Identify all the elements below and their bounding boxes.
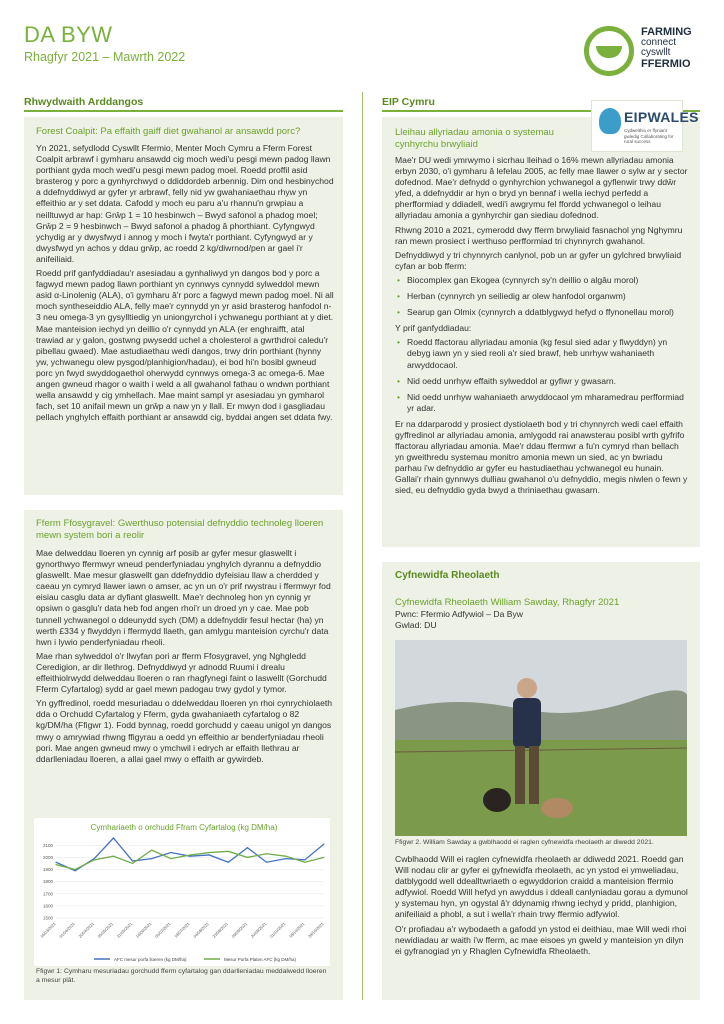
photo-farmer-leg: [529, 746, 539, 804]
forest-coalpit-box: [24, 117, 343, 495]
farming-connect-wordmark: [641, 27, 692, 69]
data-point: [228, 862, 229, 863]
chart-title: Cymhariaeth o orchudd Ffram Cyfartalog (kg DM/ha): [90, 823, 278, 832]
forest-coalpit-body: [36, 143, 334, 426]
data-point: [151, 850, 152, 851]
brand-line-4: FFERMIO: [641, 57, 691, 70]
list-item: • Searup gan Olmix (cynnyrch a ddatblygwyd hefyd o ffynonellau morol): [395, 307, 689, 318]
data-point: [323, 857, 324, 858]
data-point: [132, 863, 133, 864]
lightbulb-icon: [599, 108, 621, 134]
eip-logo-tagline: Cydweithio er ffyniant gwledig Collaborating for rural success: [624, 128, 674, 144]
paragraph: O'r profiadau a'r wybodaeth a gafodd yn ystod ei deithiau, mae Will wedi rhoi newidiadau ar waith i'w fferm, ac mae eisoes yn gweld y manteision yn dilyn ei gyfranogiad yn y Rhaglen Cyfnewidfa Rheolaeth.: [395, 923, 687, 956]
paragraph: Rhwng 2010 a 2021, cymerodd dwy fferm brwyliaid fasnachol yng Nghymru ran mewn prosiect i werthuso perfformiad tri chynnyrch gwahanol.: [395, 224, 683, 246]
data-point: [170, 858, 171, 859]
x-tick-label: 31/05/2021: [115, 921, 134, 939]
management-exchange-body: [395, 854, 689, 960]
section-title-eip-cymru: EIP Cymru: [382, 96, 435, 108]
brand-line-1: FARMING: [641, 26, 692, 38]
paragraph: Mae'r DU wedi ymrwymo i sicrhau lleihad o 16% mewn allyriadau amonia erbyn 2030, o'i gymharu â lefelau 2005, ac felly mae llawer o sylw ar y sector dofednod. Mae'r defnydd o gynhyrchion ychwanegol a gyflenwir trwy ddŵr yfed, a ddefnyddir ar hyn o bryd yn bennaf i wella iechyd perfedd a pherfformiad y ddiadell, wedi'i awgrymu fel ffordd ychwanegol o leihau allyriadau amonia a gynhyrchir gan siediau dofednod.: [395, 155, 688, 221]
paragraph: Cwblhaodd Will ei raglen cyfnewidfa rheolaeth ar ddiwedd 2021. Roedd gan Will nodau clir ar gyfer ei gyfnewidfa rheolaeth, ac yn ystod ei ymweliadau, datblygodd well ddealltwriaeth o egwyddorion craidd a manteision ffermio adfywiol. Roedd Will hefyd yn awyddus i ddeall canlyniadau gorau a dymunol y systemau hyn, yn ogystal â'r ddynamig rhwng iechyd y pridd, planhigion, anifeiliaid a phobl, a sut i wella'r rhain trwy ffermio adfywiol.: [395, 854, 688, 920]
photo-dog: [541, 798, 573, 818]
y-tick-label: 1800: [42, 879, 53, 885]
x-tick-label: 29/10/2021: [307, 921, 325, 939]
x-tick-label: 04/08/2021: [192, 921, 210, 939]
management-exchange-heading: Cyfnewidfa Rheolaeth: [395, 570, 500, 581]
paragraph: Yn 2021, sefydlodd Cyswllt Ffermio, Menter Moch Cymru a Fferm Forest Coalpit arbrawf i gymharu ansawdd cig moch wedi'u pesgi mewn padog llawn porthiant gyda moch wedi'u pesgi mewn padog moel. Roedd proffil asid brasterog y porc a gynhyrchwyd o ddiddordeb arbennig. Dim ond hesbinychod a ddefnyddiwyd ar gyfer yr arbrawf, felly nid yw gwahaniaethau rhyw yn effeithio ar y set ddata. Cafodd y moch eu paru a'u rhannu'n grwpiau a neilltuwyd ar hap: Grŵp 1 = 10 hesbinwch – Bwyd safonol a phadog moel; Grŵp 2 = 9 hesbinwch – Bwyd safonol a phadog â phorthiant. Cyfyngwyd ychydig ar y dwysfwyd i annog y moch i fwyta'r porthiant. Cyfyngwyd ar y dwysfwyd yn achos y ddau grŵp, ac roedd 2 kg/diwrnod/pen ar gael i'r anifeiliaid.: [36, 143, 334, 264]
data-point: [266, 862, 267, 863]
data-point: [247, 857, 248, 858]
figure-1-caption: Ffigwr 1: Cymharu mesuriadau gorchudd fferm cyfartalog gan ddarlleniadau meddalwedd lloeren a mesur plât.: [36, 968, 327, 984]
data-point: [304, 859, 305, 860]
farming-connect-logo-icon: [584, 26, 634, 76]
brand-line-2: connect: [641, 36, 677, 48]
brand-line-3: cyswllt: [641, 47, 671, 58]
data-point: [304, 862, 305, 863]
list-item: • Biocomplex gan Ekogea (cynnyrch sy'n deillio o algâu morol): [395, 275, 689, 286]
data-point: [55, 864, 56, 865]
y-tick-label: 1900: [42, 867, 53, 873]
paragraph: Er na ddarparodd y prosiect dystiolaeth bod y tri chynnyrch wedi cael effaith gyffredinol ar allyriadau amonia, amlygodd rai anawsterau posibl wrth gyfrifo ffactorau allyriadau amonia. Mae'r ddau ffermwr a fu'n cymryd rhan bellach yn gweithredu systemau monitro amonia mewn un sied, ac yn bwriadu parhau i'w defnyddio ar gyfer eu hastudiaethau ychwanegol eu hunain. Gallai'r rhain gynnwys dulliau gwahanol o'u defnyddio, megis niwlen o fewn y sied, eu defnyddio gyda bwyd a thriniaethau gwasarn.: [395, 418, 688, 496]
data-point: [209, 852, 210, 853]
ammonia-box: [382, 117, 700, 547]
management-exchange-title: Cyfnewidfa Rheolaeth William Sawday, Rhagfyr 2021: [395, 597, 620, 608]
country-line: Gwlad: DU: [395, 620, 437, 630]
y-tick-label: 1600: [42, 903, 53, 909]
y-tick-label: 1500: [42, 915, 53, 921]
x-tick-label: 05/07/2021: [153, 921, 172, 939]
x-tick-label: 01/10/2021: [268, 921, 287, 939]
y-tick-label: 2100: [42, 842, 53, 848]
x-tick-label: 16/03/2021: [39, 921, 57, 939]
data-point: [209, 854, 210, 855]
paragraph: Roedd prif ganfyddiadau'r asesiadau a gynhaliwyd yn dangos bod y porc a fagwyd mewn padog llawn porthiant yn cynnwys cynnydd sylweddol mewn asid α-Linolenig (ALA), o'i gymharu â'r porc a fagwyd mewn padog moel. Ni all moch syntheseiddio ALA, felly mae'r cynnydd yn yr asid brasterog hanfodol n-3 neu omega-3 yn gysylltiedig yn uniongyrchol i ychwanegu porthiant at y diet. Mae manteision iechyd yn deillio o'r cynnydd yn ALA (er enghraifft, atal trawiad ar y galon, gostwng pwysedd uchel a cholesterol a gwrthdroi caledu'r pibellau gwaed). Mae astudiaethau wedi dangos, trwy drin porthiant (hynny yw, ychwanegu olew pysgod/planhigion/hadau), ei bod hi'n bosibl gwneud porc yn fwyd swyddogaethol oherwydd cynnwys omega-3 ac omega-6. Mae angen gwneud rhagor o waith i weld a all gwahanol fathau o wndwn porthiant wella ansawdd y cig ymhellach. Mae maint sampl yr asesiadau yn gymharol fach, set 10 anifail mewn un grŵp a naw yn y llall. Er mwyn dod i gasgliadau pellach ynghylch effaith porthiant ar ansawdd cig, byddai angen set ddata fwy.: [36, 268, 334, 423]
photo-farmer-body: [513, 698, 541, 748]
x-tick-label: 19/07/2021: [173, 921, 191, 939]
data-point: [151, 858, 152, 859]
section-rule: [24, 110, 343, 112]
legend-label-satellite: AFC mesur porfa lloeren (kg DM/ha): [114, 957, 187, 962]
paragraph: Mae rhan sylweddol o'r llwyfan pori ar fferm Ffosygravel, yng Nghgledd Ceredigion, ar dir llethrog. Defnyddiwyd yr adnodd Ruumi i drealu effeithiolrwydd delweddau lloeren o ran rhagfynegi faint o laswellt (Gorchudd Fferm Cyfartalog) sydd ar gael mewn padogau trwy gydol y tymor.: [36, 650, 327, 695]
paragraph: Defnyddiwyd y tri chynnyrch canlynol, pob un ar gyfer un gylchred brwyliaid cyfan ar bob fferm:: [395, 249, 682, 271]
ammonia-title: Lleihau allyriadau amonia o systemau cynhyrchu brwyliaid: [395, 127, 554, 150]
eip-logo-name: EIPWALES: [624, 109, 699, 125]
x-tick-label: 20/04/2021: [77, 921, 95, 939]
section-title-demo-network: Rhwydwaith Arddangos: [24, 96, 144, 108]
x-tick-label: 18/10/2021: [287, 921, 306, 939]
data-point: [113, 837, 114, 838]
data-point: [132, 860, 133, 861]
date-range: Rhagfyr 2021 – Mawrth 2022: [24, 50, 186, 64]
data-point: [113, 856, 114, 857]
x-tick-label: 20/09/2021: [249, 921, 268, 939]
findings-list: [395, 337, 689, 414]
x-tick-label: 14/06/2021: [134, 921, 153, 939]
page-title: DA BYW: [24, 22, 113, 47]
photo-field: [395, 740, 687, 836]
data-point: [189, 856, 190, 857]
photo-farmer-head: [517, 678, 537, 698]
list-item: • Nid oedd unrhyw wahaniaeth arwyddocaol ym mharamedrau perfformiad yr adar.: [395, 392, 689, 414]
data-point: [75, 869, 76, 870]
list-item: • Nid oedd unrhyw effaith sylweddol ar gyfiwr y gwasarn.: [395, 376, 689, 387]
x-tick-label: 09/09/2021: [230, 921, 249, 939]
photo-dog: [483, 788, 511, 812]
data-point: [75, 870, 76, 871]
ammonia-body: [395, 155, 689, 500]
list-item: • Herban (cynnyrch yn seiliedig ar olew hanfodol organwm): [395, 291, 689, 302]
afc-comparison-chart: [34, 818, 330, 966]
photo-farmer-leg: [515, 746, 525, 804]
data-point: [266, 853, 267, 854]
data-point: [323, 843, 324, 844]
y-tick-label: 1700: [42, 891, 53, 897]
y-tick-label: 2000: [42, 854, 53, 860]
products-list: [395, 275, 689, 318]
data-point: [189, 854, 190, 855]
ffosygravel-title: Fferm Ffosygravel: Gwerthuso potensial defnyddio technoleg lloeren mewn system bori a reolir: [36, 518, 324, 541]
figure-2-caption: Ffigwr 2. William Sawday a gwblhaodd ei raglen cyfnewidfa rheolaeth ar diwedd 2021.: [395, 839, 654, 846]
data-point: [228, 851, 229, 852]
data-point: [94, 858, 95, 859]
data-point: [170, 852, 171, 853]
data-point: [247, 847, 248, 848]
x-tick-label: 01/04/2021: [58, 921, 76, 939]
ffosygravel-body: [36, 548, 334, 768]
paragraph: Mae delweddau lloeren yn cynnig arf posib ar gyfer mesur glaswellt i gynorthwyo ffermwyr wneud penderfyniadau ynghylch dyrannu a defnyddio glaswellt. Mae mesur glaswellt gan ddefnyddio dyfeisiau llaw a cherdded y caeau yn cymryd llawer iawn o amser, ac yn un o'r prif rwystrau i ffermwyr fod eisiau casglu data ar dyfiant glaswellt. Mae'r dechnoleg hon yn cynnig yr opsiwn o gasglu'r data heb fod angen rhoi'r un droed yn y cae. Mae pob tunnell ychwanegol o ddeunydd sych (DM) a ddefnyddir fesul hectar (ha) yn werth £334 y flwyddyn i ffermydd llaeth, gan amlygu manteision cyrchu'r data hwn i lywio penderfyniadau rheoli.: [36, 548, 331, 647]
data-point: [285, 856, 286, 857]
data-point: [55, 862, 56, 863]
paragraph: Yn gyffredinol, roedd mesuriadau o ddelweddau lloeren yn rhoi cynrychiolaeth dda o Orchudd Cyfartalog y Fferm, gyda gwahaniaeth cyfartalog o 82 kg/DM/ha (Ffigwr 1). Fodd bynnag, roedd gorchudd y caeau unigol yn dangos mwy o amrywiad rhwng ffigyrau a oedd yn effeithio ar benderfyniadau rheoli pori. Mae angen gwneud mwy o ymchwil i edrych ar effaith llethrau ar ddarlleniadau lloeren, a allai gael mwy o effaith ar gywirdeb.: [36, 698, 333, 764]
legend-label-plate: Mesur Porfa Platen AFC (kg DM/ha): [224, 957, 297, 962]
list-item: • Roedd ffactorau allyriadau amonia (kg fesul sied adar y flwyddyn) yn debyg iawn yn y sied reoli a'r sied brawf, heb unrhyw wahaniaeth arwyddocaol.: [395, 337, 689, 370]
chart-background: [34, 818, 330, 966]
data-point: [94, 859, 95, 860]
forest-coalpit-title: Forest Coalpit: Pa effaith gaiff diet gwahanol ar ansawdd porc?: [36, 126, 301, 137]
farmer-with-dogs-photo: [395, 640, 687, 836]
x-tick-label: 23/08/2021: [211, 921, 229, 939]
findings-intro: Y prif ganfyddiadau:: [395, 323, 472, 334]
topic-line: Pwnc: Ffermio Adfywiol – Da Byw: [395, 609, 523, 619]
column-divider: [362, 92, 363, 1000]
x-tick-label: 05/05/2021: [96, 921, 115, 939]
data-point: [285, 858, 286, 859]
